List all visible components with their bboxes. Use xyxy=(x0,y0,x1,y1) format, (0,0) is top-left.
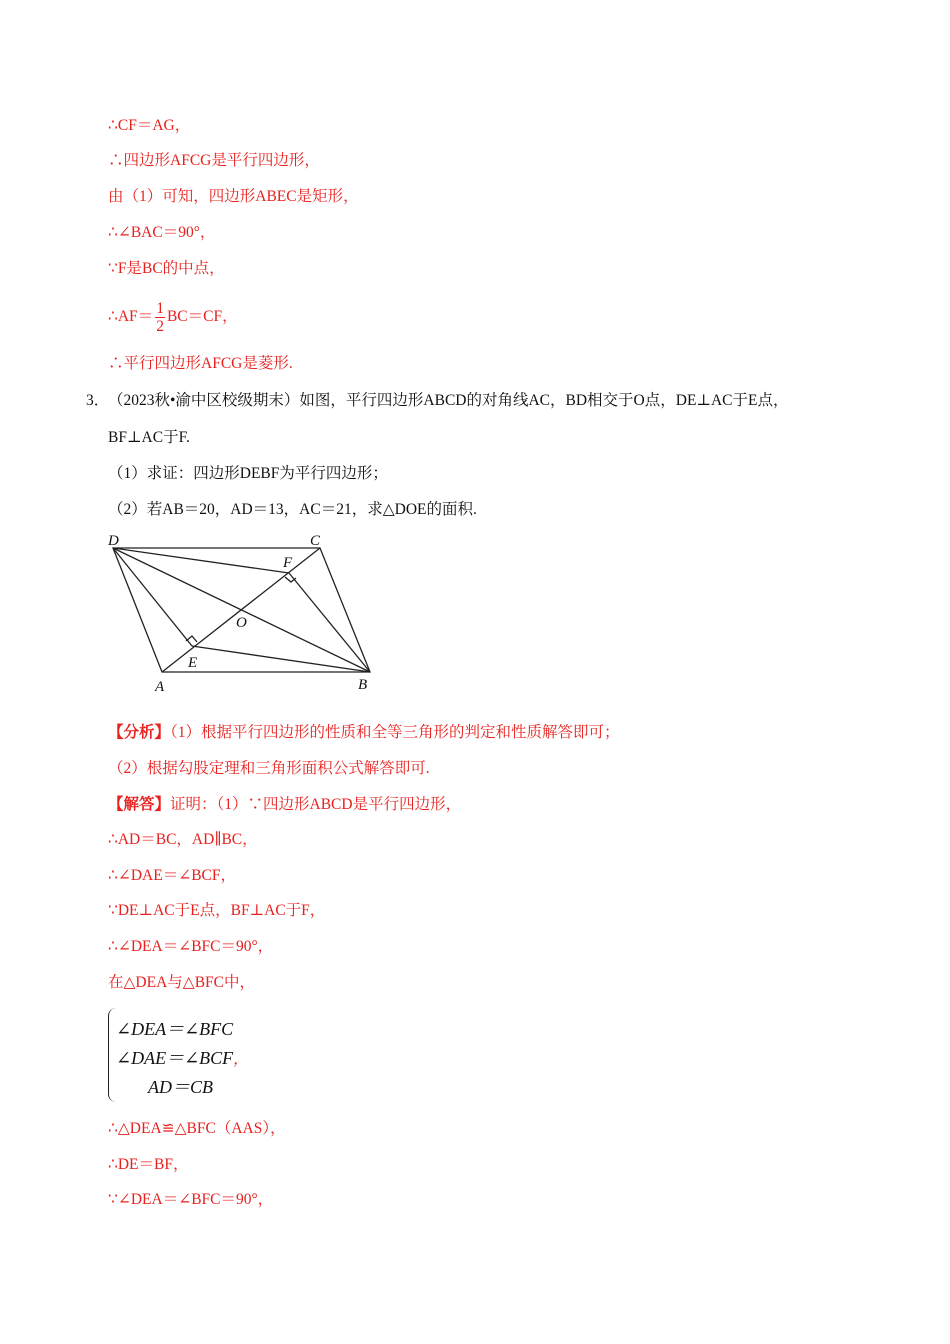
system-comma: ， xyxy=(233,1052,249,1068)
solution-line: 由（1）可知，四边形ABEC是矩形， xyxy=(108,188,359,205)
answer-tag: 【解答】 xyxy=(108,796,171,813)
problem-number: 3． xyxy=(86,392,110,409)
system-equation xyxy=(116,1047,248,1071)
analysis-line1 xyxy=(108,723,620,743)
solution-line: ∵F是BC的中点， xyxy=(108,260,225,277)
problem-text-line2: BF⊥AC于F. xyxy=(108,429,190,446)
answer-step: ∴∠DEA＝∠BFC＝90°， xyxy=(108,938,274,955)
label-a: A xyxy=(155,679,165,695)
analysis-tag: 【分析】 xyxy=(108,724,171,741)
problem-text-line1: （2023秋•渝中区校级期末）如图，平行四边形ABCD的对角线AC，BD相交于O点，DE⊥AC于E点， xyxy=(108,392,789,409)
label-c: C xyxy=(310,533,321,549)
segment-bf xyxy=(289,573,370,672)
label-d: D xyxy=(108,533,119,549)
fraction-suffix: BC＝CF， xyxy=(166,308,238,325)
fraction-prefix: ∴AF＝ xyxy=(108,308,154,325)
parallelogram-figure xyxy=(0,528,420,698)
problem-part1: （1）求证：四边形DEBF为平行四边形； xyxy=(108,465,388,482)
system-equation: ∠DEA＝∠BFC xyxy=(116,1019,234,1039)
answer-step: ∵∠DEA＝∠BFC＝90°， xyxy=(108,1191,274,1208)
answer-line1 xyxy=(108,795,461,815)
solution-line: ∴CF＝AG， xyxy=(108,117,191,134)
fraction-line xyxy=(108,296,238,338)
answer-step: ∵DE⊥AC于E点，BF⊥AC于F， xyxy=(108,902,326,919)
solution-line: ∴四边形AFCG是平行四边形， xyxy=(108,152,320,169)
denominator: 2 xyxy=(156,317,164,335)
answer-step: ∴AD＝BC，AD∥BC， xyxy=(108,831,258,848)
conclusion-line: ∴平行四边形AFCG是菱形. xyxy=(108,355,293,372)
label-e: E xyxy=(188,655,198,671)
system-equation-text: ∠DAE＝∠BCF xyxy=(116,1048,234,1068)
right-angle-f xyxy=(285,577,296,582)
label-b: B xyxy=(358,677,368,693)
system-equation: AD＝CB xyxy=(148,1077,213,1097)
analysis-text: （1）根据平行四边形的性质和全等三角形的判定和性质解答即可； xyxy=(170,724,620,741)
answer-step: ∴∠DAE＝∠BCF， xyxy=(108,867,236,884)
answer-step: ∴△DEA≌△BFC（AAS）， xyxy=(108,1120,286,1137)
answer-text: 证明：（1）∵四边形ABCD是平行四边形， xyxy=(170,796,462,813)
segment-de xyxy=(113,548,192,646)
answer-step: 在△DEA与△BFC中， xyxy=(108,974,255,991)
numerator: 1 xyxy=(156,299,164,317)
analysis-line2: （2）根据勾股定理和三角形面积公式解答即可. xyxy=(108,760,430,777)
solution-line: ∴∠BAC＝90°， xyxy=(108,224,216,241)
fraction xyxy=(155,300,165,335)
label-f: F xyxy=(283,555,293,571)
problem-part2: （2）若AB＝20，AD＝13，AC＝21，求△DOE的面积. xyxy=(108,501,477,518)
label-o: O xyxy=(236,615,247,631)
answer-step: ∴DE＝BF， xyxy=(108,1156,189,1173)
